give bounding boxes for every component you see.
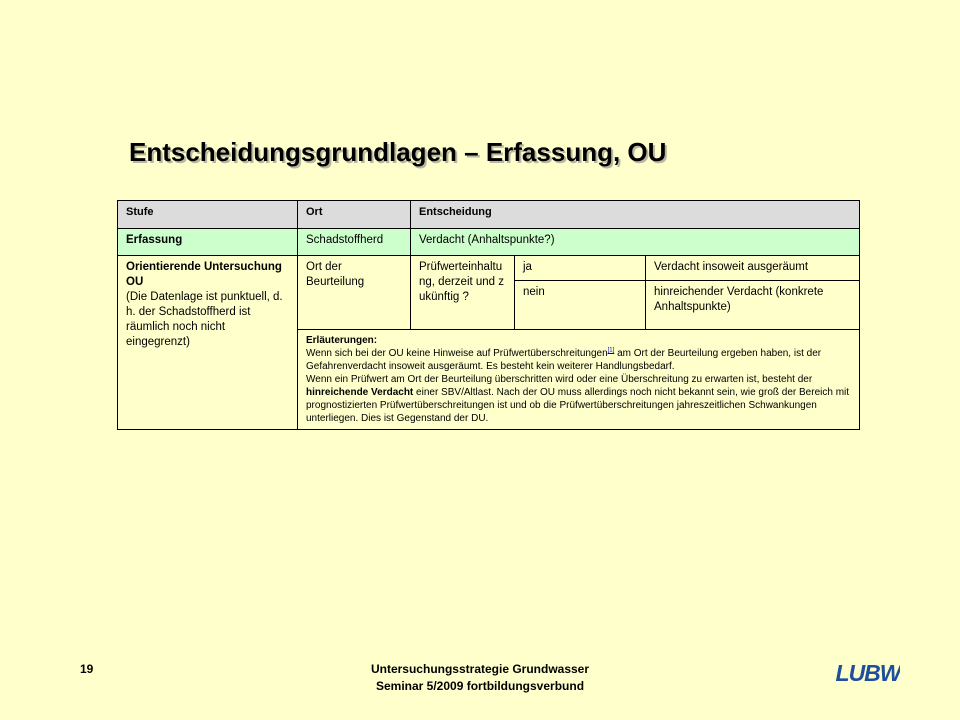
explanation-p1b: am Ort der Beurteilung ergeben haben, ist der Gefahrenverdacht insoweit ausgeräumt. Es besteht kein weiterer Handlungsbedarf. (306, 348, 822, 372)
explanation-p2-bold: hinreichende Verdacht (306, 387, 414, 398)
lubw-logo (836, 656, 900, 688)
explanation-p2b: einer SBV/Altlast. Nach der OU muss allerdings noch nicht bekannt sein, wie groß der Bereich mit prognostizierten Prüfwertüberschreitungen ist und ob die Prüfwertüberschreitungen jahreszeitlichen Schwankungen unterliegen. Dies ist Gegenstand der DU. (306, 387, 850, 424)
explanation-cell (298, 330, 860, 430)
footer-line1: Untersuchungsstrategie Grundwasser (370, 662, 590, 676)
ou-stufe (118, 256, 298, 430)
table-row-erfassung (118, 229, 860, 256)
table-header-row (118, 201, 860, 229)
ou-result-ja: Verdacht insoweit ausgeräumt (646, 256, 860, 281)
erfassung-entscheidung: Verdacht (Anhaltspunkte?) (411, 229, 860, 256)
decision-table (117, 200, 860, 430)
header-entscheidung: Entscheidung (411, 201, 860, 229)
erfassung-stufe: Erfassung (118, 229, 298, 256)
ou-ort: Ort der Beurteilung (298, 256, 411, 330)
footnote-link[interactable]: [1] (607, 347, 615, 354)
ou-result-nein: hinreichender Verdacht (konkrete Anhaltspunkte) (646, 281, 860, 330)
table-row-ou-ja (118, 256, 860, 281)
slide-title: Entscheidungsgrundlagen – Erfassung, OU (129, 137, 667, 167)
explanation-p2a: Wenn ein Prüfwert am Ort der Beurteilung überschritten wird oder eine Überschreitung zu erwarten ist, besteht der (306, 374, 813, 385)
erfassung-ort: Schadstoffherd (298, 229, 411, 256)
ou-answer-ja: ja (515, 256, 646, 281)
ou-question: Prüfwerteinhaltung, derzeit und zukünftig ? (411, 256, 515, 330)
logo-text: LUBW (836, 660, 900, 686)
footer-line2: Seminar 5/2009 fortbildungsverbund (375, 679, 585, 694)
ou-stufe-note: (Die Datenlage ist punktuell, d. h. der Schadstoffherd ist räumlich noch nicht eingegrenzt) (126, 290, 283, 348)
header-stufe: Stufe (118, 201, 298, 229)
footer-caption (280, 661, 680, 696)
header-ort: Ort (298, 201, 411, 229)
explanation-heading: Erläuterungen: (306, 335, 378, 346)
page-number: 19 (80, 662, 94, 676)
explanation-p1a: Wenn sich bei der OU keine Hinweise auf Prüfwertüberschreitungen (306, 348, 608, 359)
ou-stufe-title: Orientierende Untersuchung OU (126, 261, 282, 288)
ou-answer-nein: nein (515, 281, 646, 330)
